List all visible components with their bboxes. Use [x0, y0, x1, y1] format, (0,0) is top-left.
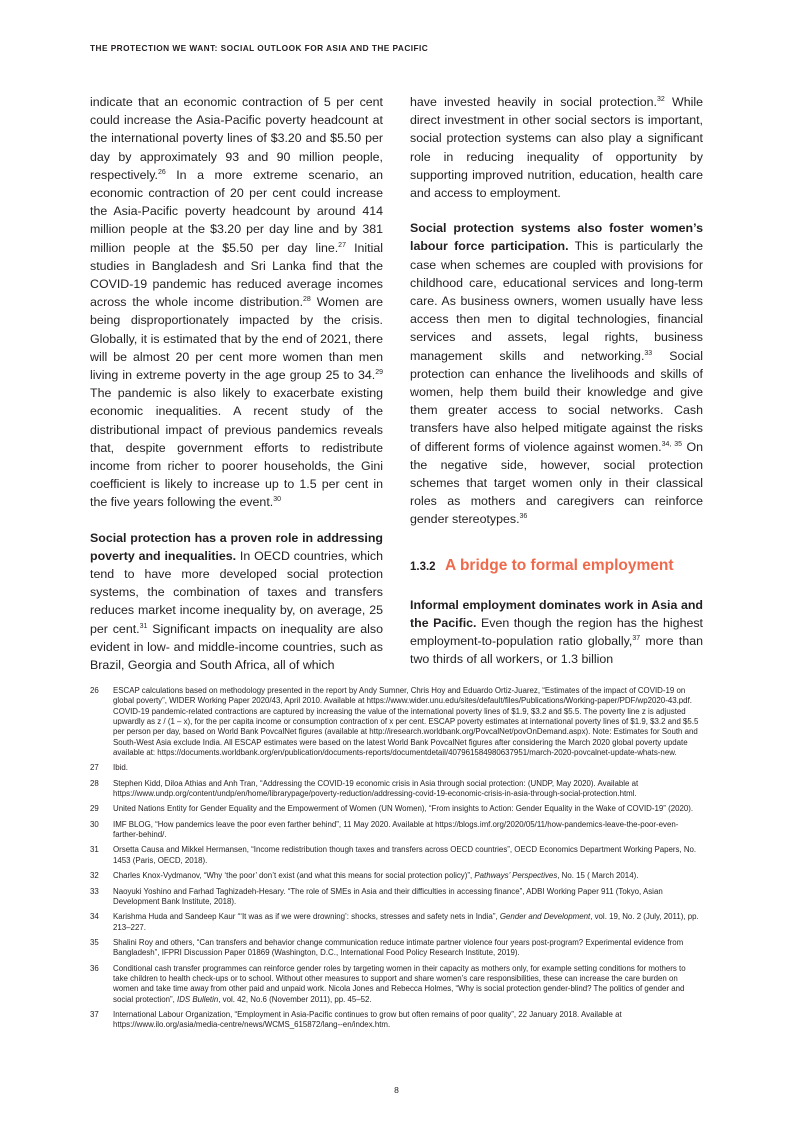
footnote-ref[interactable]: 32 — [656, 96, 665, 103]
text-run: Charles Knox-Vydmanov, “Why ‘the poor’ don’t exist (and what this means for social protection policy)”, — [113, 871, 475, 881]
paragraph — [410, 93, 703, 202]
lead-in-bold: Social protection systems also foster women’s labour force participation. — [410, 221, 703, 254]
footnote-ref[interactable]: 30 — [273, 496, 282, 504]
footnote-number: 30 — [90, 819, 99, 829]
footnote — [90, 887, 702, 908]
footnote-text: Orsetta Causa and Mikkel Hermansen, “Income redistribution though taxes and transfers across OECD countries”, OECD Economics Department Working Papers, No. 1453 (Paris, OECD, 2018). — [113, 845, 697, 865]
text-run: Significant impacts on inequality are also evident in low- and middle-income countries, such as Brazil, Georgia and South Africa, all of which — [90, 621, 383, 673]
footnote-text — [113, 912, 702, 933]
footnote-number: 34 — [90, 912, 99, 922]
footnote-text: United Nations Entity for Gender Equality and the Empowerment of Women (UN Women), “From insights to Action: Gender Equality in the Wake of COVID-19” (2020). — [113, 804, 694, 814]
footnote-number: 37 — [90, 1009, 99, 1019]
lead-in-bold: Social protection has a proven role in addressing poverty and inequalities. — [90, 530, 383, 563]
section-title: A bridge to formal employment — [445, 556, 674, 574]
footnote-number: 36 — [90, 963, 99, 973]
footnote-ref[interactable]: 31 — [139, 622, 148, 630]
text-run: In a more extreme scenario, an economic contraction of 20 per cent could increase the Asia-Pacific poverty headcount by around 414 million people at the $3.20 per day line and by 381 million people at the $5.50 per day line. — [90, 167, 383, 255]
text-run: have invested heavily in social protection. — [410, 95, 657, 109]
footnote-number: 26 — [90, 686, 99, 695]
footnote-ref[interactable]: 26 — [157, 168, 166, 176]
text-run: Even though the region has the highest employment-to-population ratio globally, — [410, 616, 703, 649]
footnote-ref[interactable]: 34, 35 — [661, 440, 683, 448]
text-run: , vol. 42, No.6 (November 2011), pp. 45–52. — [218, 994, 372, 1004]
text-run: Karishma Huda and Sandeep Kaur “‘It was as if we were drowning’: shocks, stresses and safety nets in India”, — [113, 912, 500, 922]
left-column — [90, 93, 383, 674]
footnote-ref[interactable]: 28 — [303, 296, 311, 304]
footnote — [90, 938, 702, 959]
section-heading — [410, 557, 703, 576]
footnote-text: Naoyuki Yoshino and Farhad Taghizadeh-Hesary. “The role of SMEs in Asia and their difficulties in accessing finance”, ADBI Working Paper 911 (Tokyo, Asian Development Bank Institute, 2018). — [113, 886, 663, 906]
footnote-text: IMF BLOG, “How pandemics leave the poor even farther behind”, 11 May 2020. Available at https://blogs.imf.org/2020/05/11/how-pandemics-leave-the-poor-even-farther-behind/. — [113, 819, 679, 840]
text-run: more than two thirds of all workers, or 1.3 billion — [410, 634, 704, 667]
text-run: indicate that an economic contraction of 5 per cent could increase the Asia-Pacific poverty headcount at the international poverty lines of $3.20 and $5.50 per day by approximately 93 and 90 million people, respectively. — [90, 95, 383, 182]
footnote-ref[interactable]: 37 — [632, 635, 641, 643]
lead-in-bold: Informal employment dominates work in Asia and the Pacific. — [410, 597, 703, 631]
text-run: In OECD countries, which tend to have more developed social protection systems, the combination of taxes and transfers reduces market income inequality by, on average, 25 per cent. — [90, 548, 383, 636]
footnote-text — [113, 871, 702, 881]
footnote-ref[interactable]: 36 — [519, 513, 528, 521]
text-run: This is particularly the case when schemes are coupled with provisions for childhood care, educational services and long-term care. As business owners, women usually have less access then men to digital technologies, financial services and assets, legal rights, business management skills and networking. — [410, 239, 703, 363]
footnote — [90, 912, 702, 933]
footnote-number: 27 — [90, 763, 99, 773]
footnote — [90, 820, 702, 841]
footnote-number: 29 — [90, 804, 99, 814]
footnote-text: Ibid. — [113, 763, 128, 773]
text-run: On the negative side, however, social protection schemes that target women only in their classical roles as mothers and caregivers can reinforce gender stereotypes. — [410, 439, 703, 527]
footnote — [90, 871, 702, 881]
footnote — [90, 686, 702, 758]
text-run: , No. 15 ( March 2014). — [557, 871, 639, 881]
footnote-ref[interactable]: 29 — [375, 369, 383, 377]
footnote-number: 33 — [90, 886, 99, 896]
paragraph — [410, 596, 703, 669]
italic-title: Pathways’ Perspectives — [474, 871, 558, 881]
footnote-text: International Labour Organization, “Employment in Asia-Pacific continues to grow but often remains of poor quality”, 22 January 2018. Available at https://www.ilo.org/asia/media-centre/news/WCMS_615872/lang--en/index.htm. — [113, 1009, 622, 1030]
footnotes — [90, 686, 702, 1036]
footnote — [90, 763, 702, 773]
text-run: Initial studies in Bangladesh and Sri Lanka find that the COVID-19 pandemic has reduced average incomes across the whole income distribution. — [90, 240, 383, 310]
footnote-number: 31 — [90, 845, 99, 855]
text-run: Conditional cash transfer programmes can reinforce gender roles by targeting women in their capacity as mothers only, for example setting conditions for mothers to take children to health check-ups or to school. Without other measures to support and share women’s care responsibilities, these can increase the care burden on women and take time away from other paid and unpaid work. Nicola Jones and Rebecca Holmes, “Why is social protection gender-blind? The politics of gender and social protection”, — [113, 963, 686, 1004]
text-run: Social protection can enhance the livelihoods and skills of women, help them build their knowledge and give them greater access to social networks. Cash transfers have also helped mitigate against the risks of different forms of violence against women. — [410, 348, 703, 454]
footnote-ref[interactable]: 33 — [644, 349, 653, 357]
paragraph — [90, 529, 383, 675]
footnote — [90, 804, 702, 814]
text-run: Women are being disproportionately impacted by the crisis. Globally, it is estimated that by the end of 2021, there will be almost 20 per cent more women than men living in extreme poverty in the age group 25 to 34. — [90, 295, 383, 383]
italic-title: Gender and Development — [499, 912, 591, 922]
paragraph — [90, 93, 383, 512]
footnote-number: 32 — [90, 871, 99, 881]
footnote-number: 28 — [90, 778, 99, 788]
paragraph — [410, 219, 703, 528]
text-run: , vol. 19, No. 2 (July, 2011), pp. 213–227. — [113, 912, 699, 932]
footnote-ref[interactable]: 27 — [338, 241, 346, 249]
footnote — [90, 845, 702, 866]
footnote-text: ESCAP calculations based on methodology presented in the report by Andy Sumner, Chris Hoy and Eduardo Ortiz-Juarez, “Estimates of the impact of COVID-19 on global poverty”, WIDER Working Paper 2020/43, April 2010. Available at https://www.wider.unu.edu/sites/default/files/Publications/Working-paper/PDF/wp2020-43.pdf. COVID-19 pandemic-related contractions are captured by increasing the value of the international poverty lines of $1.9, $3.2 and $5.5. The poverty line z is adjusted upwardly as z / (1 – x), for the per capita income or consumption contraction of x per cent. ESCAP poverty estimates at international poverty lines of $1.9, $3.2 and $5.5 per person per day, based on World Bank PovcalNet figures (available at http://iresearch.worldbank.org/PovcalNet/povOnDemand.aspx). Note: Estimates for South and South-West Asia exclude India. All ESCAP estimates were based on the latest World Bank PovcalNet figures after considering the March 2020 global poverty update available at: https://documents.worldbank.org/en/publication/documents-reports/documentdetail/407961584980637951/march-2020-povcalnet-update-whats-new. — [113, 686, 699, 758]
footnote-text: Stephen Kidd, Diloa Athias and Anh Tran, “Addressing the COVID-19 economic crisis in Asia through social protection: (UNDP, May 2020). Available at https://www.undp.org/content/undp/en/home/librarypage/poverty-reduction/addressing-covid-19-economic-crisis-in-asia-through-social-protection.html. — [113, 778, 639, 799]
running-header: THE PROTECTION WE WANT: SOCIAL OUTLOOK FOR ASIA AND THE PACIFIC — [90, 43, 429, 53]
footnote-text: Shalini Roy and others, “Can transfers and behavior change communication reduce intimate partner violence four years post-program? Experimental evidence from Bangladesh”, IFPRI Discussion Paper 01869 (Washington, D.C., International Food Policy Research Institute, 2019). — [113, 937, 684, 958]
footnote — [90, 1010, 702, 1031]
footnote-number: 35 — [90, 937, 99, 947]
footnote — [90, 964, 702, 1005]
text-run: The pandemic is also likely to exacerbate existing economic inequalities. A recent study of the distributional impact of previous pandemics reveals that, despite government efforts to redistribute income from richer to poorer households, the Gini coefficient is likely to increase up to 1.5 per cent in the five years following the event. — [90, 386, 383, 510]
right-column — [410, 93, 703, 669]
footnote — [90, 779, 702, 800]
italic-title: IDS Bulletin — [177, 994, 219, 1004]
page-number: 8 — [394, 1085, 399, 1095]
section-number: 1.3.2 — [410, 560, 436, 573]
footnote-text — [113, 964, 702, 1005]
text-run: While direct investment in other social sectors is important, social protection systems can also play a significant role in reducing inequality of opportunity by supporting improved nutrition, education, health care and access to employment. — [410, 95, 703, 201]
